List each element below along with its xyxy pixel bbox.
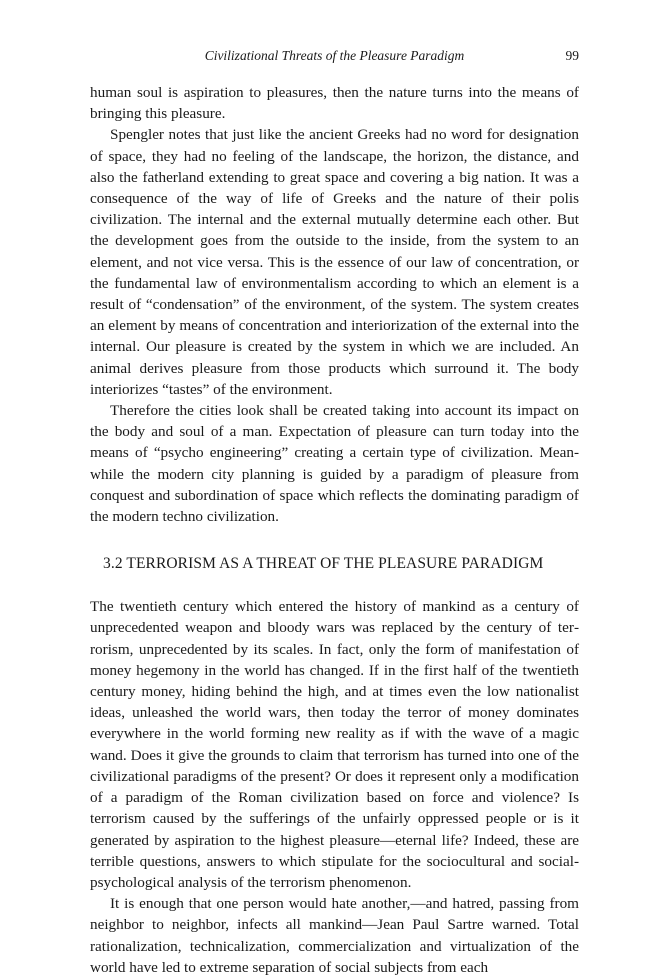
body-text-section bbox=[90, 596, 579, 978]
section-heading: 3.2 TERRORISM AS A THREAT OF THE PLEASURE PARADIGM bbox=[103, 555, 544, 573]
paragraph: human soul is aspiration to pleasures, then the nature turns into the means of bringing this pleasure. bbox=[90, 84, 579, 123]
paragraph: Spengler notes that just like the ancient Greeks had no word for designation of space, they had no feeling of the landscape, the horizon, the distance, and also the fatherland extending to great space and covering a big nation. It was a consequence of the way of life of Greeks and the nature of their polis civilization. The internal and the external mutually determine each other. But the development goes from the outside to the inside, from the system to an element, and not vice versa. This is the essence of our law of concentration, or the fundamental law of environmentalism according to which an element is a result of “condensation” of the environment, of the system. The system creates an element by means of concentration and interiorization of the external into the internal. Our pleasure is created by the system in which we are included. An animal derives pleasure from those products which surround it. The body interiorizes “tastes” of the environment. bbox=[90, 126, 579, 398]
running-header bbox=[90, 48, 579, 70]
paragraph: It is enough that one person would hate another,—and hatred, passing from neighbor to neighbor, infects all mankind—Jean Paul Sartre warned. Total rationalization, technicalization, commercialization and virtualization of the world have led to extreme separation of social subjects from each bbox=[90, 895, 579, 976]
body-text-top bbox=[90, 82, 579, 527]
book-page bbox=[90, 48, 579, 978]
running-title: Civilizational Threats of the Pleasure Paradigm bbox=[204, 48, 465, 63]
page-number: 99 bbox=[565, 48, 579, 63]
paragraph: The twentieth century which entered the history of mankind as a century of unprecedented weapon and bloody wars was replaced by the century of terrorism, unprecedented by its scales. In fact, only the form of manifestation of money hegemony in the world has changed. If in the first half of the twentieth century money, hiding behind the high, and at times even the low nationalist ideas, unleashed the world wars, then today the terror of money dominates everywhere in the world forming new reality as if with the wave of a magic wand. Does it give the grounds to claim that terrorism has turned into one of the civilizational paradigms of the present? Or does it represent only a modification of a paradigm of the Roman civilization based on force and violence? Is terrorism caused by the sufferings of the unfairly oppressed people or is it generated by aspiration to the highest pleasure—eternal life? Indeed, these are terrible questions, answers to which stipulate for the sociocultural and social-psychological analysis of the terrorism phenomenon. bbox=[90, 598, 579, 891]
paragraph: Therefore the cities look shall be created taking into account its impact on the body and soul of a man. Expectation of pleasure can turn today into the means of “psycho engineering” creating a certain type of civilization. Meanwhile the modern city planning is guided by a paradigm of pleasure from conquest and subordination of space which reflects the dominating paradigm of the modern techno civilization. bbox=[90, 402, 579, 526]
